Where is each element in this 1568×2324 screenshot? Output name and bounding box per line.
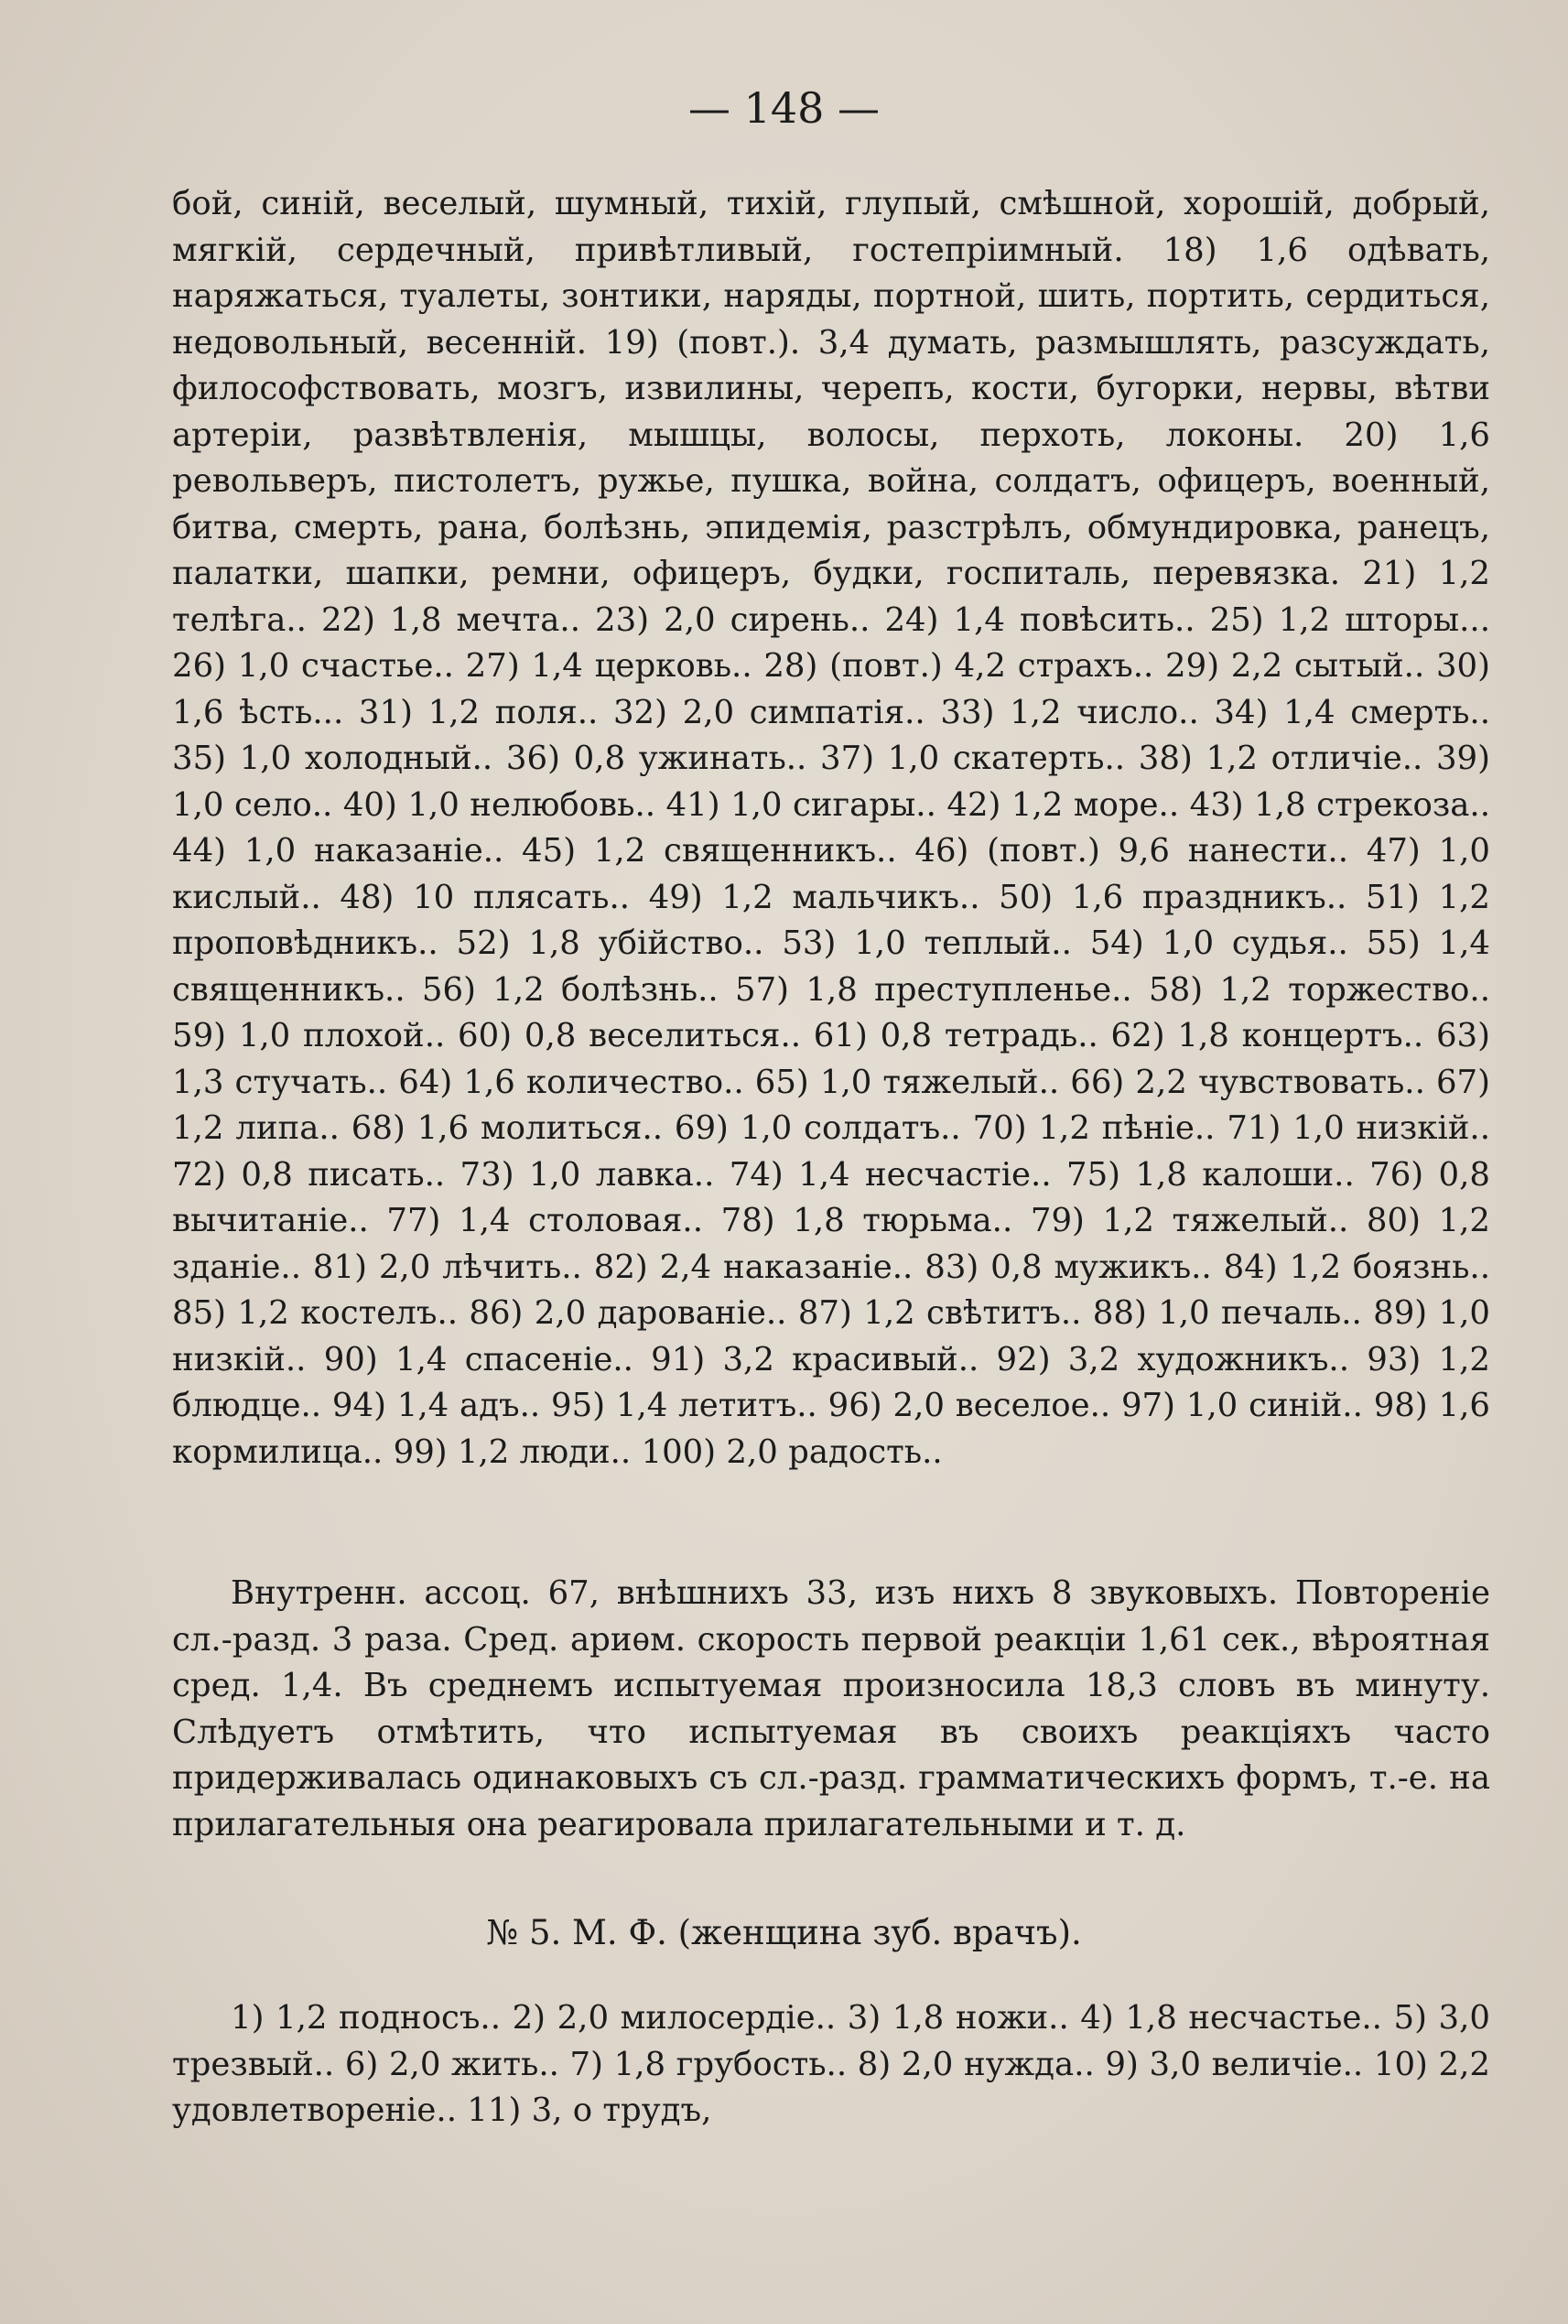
paragraph-text: 1) 1,2 подносъ.. 2) 2,0 милосердіе.. 3) 1,8 ножи.. 4) 1,8 несчастье.. 5) 3,0 трезвый.. 6) 2,0 жить.. 7) 1,8 грубость.. 8) 2,0 нужда.. 9) 3,0 величіе.. 10) 2,2 удовлетвореніе.. 11) 3, о трудъ,	[172, 1999, 1490, 2129]
page-number: — 148 —	[687, 83, 881, 133]
summary-paragraph	[172, 1571, 1490, 1848]
section-heading: № 5. М. Ф. (женщина зуб. врачъ).	[486, 1913, 1082, 1952]
paragraph-text: Внутренн. ассоц. 67, внѣшнихъ 33, изъ нихъ 8 звуковыхъ. Повтореніе сл.-разд. 3 раза. Сред. ариѳм. скорость первой реакціи 1,61 сек., вѣроятная сред. 1,4. Въ среднемъ испытуемая произносила 18,3 словъ въ минуту. Слѣдуетъ отмѣтить, что испытуемая въ своихъ реакціяхъ часто придерживалась одинаковыхъ съ сл.-разд. грамматическихъ формъ, т.-е. на прилагательныя она реагировала прилагательными и т. д.	[172, 1574, 1490, 1843]
subject-results-paragraph	[172, 1995, 1490, 2135]
paragraph-text: бой, синій, веселый, шумный, тихій, глупый, смѣшной, хорошій, добрый, мягкій, сердечный, привѣтливый, гостепріимный. 18) 1,6 одѣвать, наряжаться, туалеты, зонтики, наряды, портной, шить, портить, сердиться, недовольный, весенній. 19) (повт.). 3,4 думать, размышлять, разсуждать, философствовать, мозгъ, извилины, черепъ, кости, бугорки, нервы, вѣтви артеріи, развѣтвленія, мышцы, волосы, перхоть, локоны. 20) 1,6 револьверъ, пистолетъ, ружье, пушка, война, солдатъ, офицеръ, военный, битва, смерть, рана, болѣзнь, эпидемія, разстрѣлъ, обмундировка, ранецъ, палатки, шапки, ремни, офицеръ, будки, госпиталь, перевязка. 21) 1,2 телѣга.. 22) 1,8 мечта.. 23) 2,0 сирень.. 24) 1,4 повѣсить.. 25) 1,2 шторы... 26) 1,0 счастье.. 27) 1,4 церковь.. 28) (повт.) 4,2 страхъ.. 29) 2,2 сытый.. 30) 1,6 ѣсть... 31) 1,2 поля.. 32) 2,0 симпатія.. 33) 1,2 число.. 34) 1,4 смерть.. 35) 1,0 холодный.. 36) 0,8 ужинать.. 37) 1,0 скатерть.. 38) 1,2 отличіе.. 39) 1,0 село.. 40) 1,0 нелюбовь.. 41) 1,0 сигары.. 42) 1,2 море.. 43) 1,8 стрекоза.. 44) 1,0 наказаніе.. 45) 1,2 священникъ.. 46) (повт.) 9,6 нанести.. 47) 1,0 кислый.. 48) 10 плясать.. 49) 1,2 мальчикъ.. 50) 1,6 праздникъ.. 51) 1,2 проповѣдникъ.. 52) 1,8 убійство.. 53) 1,0 теплый.. 54) 1,0 судья.. 55) 1,4 священникъ.. 56) 1,2 болѣзнь.. 57) 1,8 преступленье.. 58) 1,2 торжество.. 59) 1,0 плохой.. 60) 0,8 веселиться.. 61) 0,8 тетрадь.. 62) 1,8 концертъ.. 63) 1,3 стучать.. 64) 1,6 количество.. 65) 1,0 тяжелый.. 66) 2,2 чувствовать.. 67) 1,2 липа.. 68) 1,6 молиться.. 69) 1,0 солдатъ.. 70) 1,2 пѣніе.. 71) 1,0 низкій.. 72) 0,8 писать.. 73) 1,0 лавка.. 74) 1,4 несчастіе.. 75) 1,8 калоши.. 76) 0,8 вычитаніе.. 77) 1,4 столовая.. 78) 1,8 тюрьма.. 79) 1,2 тяжелый.. 80) 1,2 зданіе.. 81) 2,0 лѣчить.. 82) 2,4 наказаніе.. 83) 0,8 мужикъ.. 84) 1,2 боязнь.. 85) 1,2 костелъ.. 86) 2,0 дарованіе.. 87) 1,2 свѣтитъ.. 88) 1,0 печаль.. 89) 1,0 низкій.. 90) 1,4 спасеніе.. 91) 3,2 красивый.. 92) 3,2 художникъ.. 93) 1,2 блюдце.. 94) 1,4 адъ.. 95) 1,4 летитъ.. 96) 2,0 веселое.. 97) 1,0 синій.. 98) 1,6 кормилица.. 99) 1,2 люди.. 100) 2,0 радость..	[172, 185, 1490, 1471]
continued-results-paragraph	[172, 181, 1490, 1475]
